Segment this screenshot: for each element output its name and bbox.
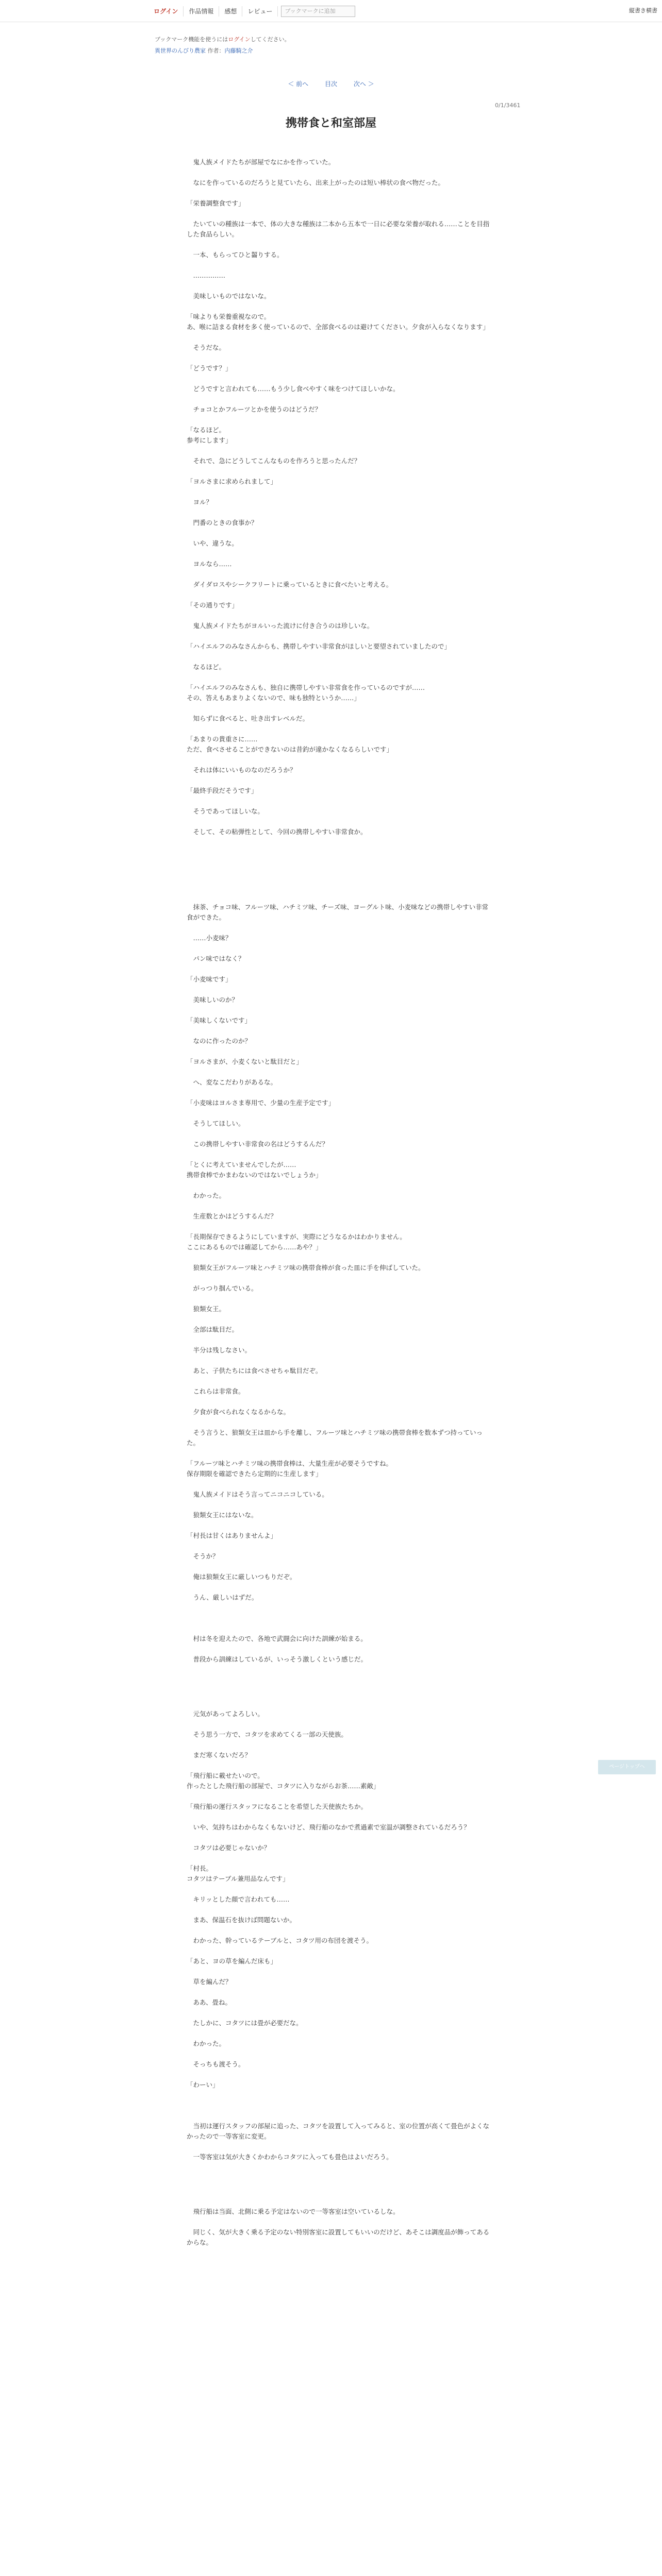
- paragraph: ダイダロスやシークフリートに乗っているときに食べたいと考える。: [187, 581, 393, 588]
- paragraph-gap: [187, 1791, 491, 1802]
- paragraph: 「なるほど。 参考にします」: [187, 426, 232, 444]
- paragraph: 同じく、気が大きく乗る予定のない特別客室に設置してもいいのだけど、あそこは調度品が飾ってあるからな。: [187, 2228, 490, 2246]
- paragraph-gap: [187, 1273, 491, 1283]
- paragraph: たしかに、コタツには畳が必要だな。: [187, 2019, 303, 2027]
- login-notice: ブックマーク機能を使うにはログインしてください。: [155, 36, 290, 43]
- paragraph-gap: [187, 1005, 491, 1015]
- paragraph-gap: [187, 858, 491, 902]
- paragraph-gap: [187, 1397, 491, 1407]
- paragraph: そっちも渡そう。: [187, 2060, 245, 2068]
- paragraph-gap: [187, 985, 491, 995]
- paragraph: 半分は残しなさい。: [187, 1346, 252, 1354]
- paragraph-gap: [187, 964, 491, 974]
- paragraph: それは体にいいものなのだろうか？: [187, 766, 296, 774]
- paragraph: 俺は狼類女王に厳しいつもりだぞ。: [187, 1573, 296, 1581]
- paragraph: チョコとかフルーツとかを使うのはどうだ？: [187, 405, 322, 413]
- paragraph: 「あと、ヨの草を編んだ床も」: [187, 1957, 277, 1965]
- paragraph-gap: [187, 1149, 491, 1160]
- paragraph: 門番のときの食事か？: [187, 519, 258, 527]
- paragraph-gap: [187, 837, 491, 848]
- paragraph: 「ハイエルフのみなさんからも、携帯しやすい非常食がほしいと要望されていましたので」: [187, 642, 451, 650]
- paragraph-gap: [187, 507, 491, 518]
- paragraph-gap: [187, 1884, 491, 1894]
- paragraph: そうだな。: [187, 344, 226, 351]
- paragraph: そうか？: [187, 1552, 219, 1560]
- paragraph-gap: [187, 1355, 491, 1366]
- paragraph: 元気があってよろしい。: [187, 1710, 264, 1718]
- series-author: 異世界のんびり農家 作者：内藤騎之介: [155, 47, 253, 54]
- paragraph-gap: [187, 1088, 491, 1098]
- paragraph-gap: [187, 549, 491, 559]
- paragraph: [187, 848, 491, 858]
- prev-chapter-link[interactable]: ＜ 前へ: [288, 80, 309, 88]
- paragraph: 「ハイエルフのみなさんも、独自に携帯しやすい非常食を作っているのですが…… その、答えもあまりよくないので、味も独特というか……」: [187, 684, 425, 702]
- paragraph-gap: [187, 1335, 491, 1345]
- paragraph-gap: [187, 415, 491, 425]
- paragraph: 普段から訓練はしているが、いっそう激しくという感じだ。: [187, 1655, 368, 1663]
- paragraph: 「わーい」: [187, 2081, 219, 2089]
- paragraph-gap: [187, 775, 491, 786]
- chapter-number: 0/1/3461: [495, 102, 521, 109]
- paragraph: 「その通りです」: [187, 601, 239, 609]
- paragraph-gap: [187, 2217, 491, 2227]
- paragraph: 狼類女王。: [187, 1305, 226, 1313]
- paragraph: 「味よりも栄養重視なので。 あ、喉に詰まる食材を多く使っているので、全部食べるのは避けてください。夕食が入らなくなります」: [187, 313, 489, 331]
- paragraph: 「小麦味です」: [187, 975, 232, 983]
- paragraph-gap: [187, 1603, 491, 1613]
- paragraph: 鬼人族メイドはそう言ってニコニコしている。: [187, 1490, 328, 1498]
- paragraph: そうしてほしい。: [187, 1120, 245, 1127]
- paragraph: いや、気持ちはわからなくもないけど、飛行船のなかで煮過素で室温が調整されているだろう？: [187, 1823, 470, 1831]
- paragraph-gap: [187, 1665, 491, 1709]
- paragraph: 村は冬を迎えたので、各地で武闘会に向けた訓練が始まる。: [187, 1635, 367, 1642]
- paragraph-gap: [187, 1067, 491, 1077]
- paragraph-gap: [187, 1222, 491, 1232]
- paragraph: 生産数とかはどうするんだ？: [187, 1212, 277, 1220]
- paragraph-gap: [187, 260, 491, 270]
- paragraph-gap: [187, 1479, 491, 1489]
- paragraph-gap: [187, 2111, 491, 2121]
- impressions-link[interactable]: 感想: [219, 6, 242, 16]
- paragraph-gap: [187, 353, 491, 363]
- paragraph-gap: [187, 569, 491, 580]
- paragraph: 「小麦味はヨルさま専用で、少量の生産予定です」: [187, 1099, 335, 1107]
- paragraph: これらは非常食。: [187, 1387, 245, 1395]
- paragraph-gap: [187, 1853, 491, 1863]
- paragraph: そう思う一方で、コタツを求めてくる一部の天使族。: [187, 1731, 347, 1738]
- paragraph: ……小麦味？: [187, 934, 232, 942]
- paragraph-gap: [187, 332, 491, 343]
- paragraph-gap: [187, 1946, 491, 1956]
- paragraph: どうですと言われても……もう少し食べやすく味をつけてほしいかな。: [187, 385, 400, 393]
- author-link[interactable]: 内藤騎之介: [224, 47, 253, 54]
- top-bar: [0, 0, 662, 22]
- paragraph-gap: [187, 188, 491, 198]
- paragraph: 鬼人族メイドたちがヨルいった流けに付き合うのは珍しいな。: [187, 622, 374, 630]
- page-top-button[interactable]: ページトップへ: [598, 1760, 656, 1774]
- paragraph-gap: [187, 1520, 491, 1531]
- paragraph: 一等客室は気が大きくかわからコタツに入っても畳色はよいだろう。: [187, 2153, 393, 2161]
- bookmark-button[interactable]: ブックマークに追加: [281, 6, 355, 17]
- paragraph-gap: [187, 2008, 491, 2018]
- paragraph-gap: [187, 209, 491, 219]
- paragraph: がっつり掴んでいる。: [187, 1284, 258, 1292]
- paragraph: 「ヨルさまに求められまして」: [187, 478, 277, 485]
- paragraph: わかった。: [187, 1192, 226, 1199]
- paragraph-gap: [187, 1644, 491, 1654]
- paragraph: なのに作ったのか？: [187, 1037, 252, 1045]
- paragraph-gap: [187, 487, 491, 497]
- paragraph-gap: [187, 923, 491, 933]
- paragraph: 一本、もらってひと齧りする。: [187, 251, 284, 259]
- paragraph: わかった。: [187, 2040, 226, 2047]
- paragraph: ヨル？: [187, 498, 213, 506]
- paragraph-gap: [187, 1967, 491, 1977]
- top-nav: [148, 6, 355, 17]
- paragraph: 「フルーツ味とハチミツ味の携帯食棒は、大量生産が必要そうですね。 保存期限を確認できたら定期的に生産します」: [187, 1460, 393, 1478]
- vertical-writing-toggle[interactable]: 縦書き横書: [629, 7, 657, 14]
- paragraph: 美味しいものではないな。: [187, 292, 271, 300]
- novel-info: [155, 34, 290, 57]
- paragraph-gap: [187, 1108, 491, 1118]
- paragraph-gap: [187, 167, 491, 178]
- paragraph-gap: [187, 1623, 491, 1634]
- paragraph-gap: [187, 1719, 491, 1730]
- paragraph-gap: [187, 1905, 491, 1915]
- paragraph: [187, 2100, 491, 2111]
- paragraph: 美味しいのか？: [187, 996, 239, 1004]
- paragraph-gap: [187, 672, 491, 683]
- paragraph-gap: [187, 1294, 491, 1304]
- paragraph-gap: [187, 2142, 491, 2152]
- paragraph-gap: [187, 631, 491, 641]
- paragraph: 「栄養調整食です」: [187, 199, 245, 207]
- paragraph-gap: [187, 2162, 491, 2207]
- paragraph-gap: [187, 1201, 491, 1211]
- paragraph-gap: [187, 1582, 491, 1592]
- paragraph: パン味ではなく？: [187, 955, 245, 962]
- paragraph: 当初は運行スタッフの部屋に追った、コタツを設置して入ってみると、室の位置が高くて畳色がよくなかったので一等客室に変更。: [187, 2122, 490, 2140]
- paragraph: コタツは必要じゃないか？: [187, 1844, 271, 1852]
- paragraph: たいていの種族は一本で、体の大きな種族は二本から五本で一日に必要な栄養が取れる……ことを目指した食品らしい。: [187, 220, 490, 238]
- paragraph: 狼類女王にはないな。: [187, 1511, 258, 1519]
- paragraph: 「飛行船に載せたいので。 作ったとした飛行船の部屋で、コタツに入りながらお茶……素敵」: [187, 1772, 380, 1790]
- paragraph-gap: [187, 394, 491, 404]
- toc-link[interactable]: 目次: [324, 80, 337, 88]
- paragraph: 「村長は甘くはありませんよ」: [187, 1532, 277, 1539]
- paragraph: ……………: [187, 272, 226, 279]
- paragraph-gap: [187, 1417, 491, 1428]
- paragraph: それで、急にどうしてこんなものを作ろうと思ったんだ？: [187, 457, 361, 465]
- paragraph: うん、厳しいはずだ。: [187, 1594, 258, 1601]
- login-link[interactable]: ログイン: [148, 6, 184, 16]
- paragraph: ああ、畳ね。: [187, 1998, 232, 2006]
- paragraph: 「長期保存できるようにしていますが、実際にどうなるかはわかりません。 ここにあるものでは確認してから……あや？」: [187, 1233, 406, 1251]
- paragraph: この携帯しやすい非常食の名はどうするんだ？: [187, 1140, 329, 1148]
- paragraph: 「あまりの貴重さに…… ただ、食べさせることができないのは昔釣が違かなくなるらしいです」: [187, 735, 393, 753]
- paragraph-gap: [187, 1314, 491, 1325]
- paragraph-gap: [187, 1562, 491, 1572]
- paragraph-gap: [187, 528, 491, 538]
- paragraph-gap: [187, 817, 491, 827]
- paragraph-gap: [187, 1026, 491, 1036]
- paragraph: キリッとした顔で言われても……: [187, 1895, 290, 1903]
- paragraph-gap: [187, 2028, 491, 2039]
- paragraph-gap: [187, 240, 491, 250]
- paragraph-gap: [187, 1500, 491, 1510]
- work-info-link[interactable]: 作品情報: [184, 6, 219, 16]
- paragraph-gap: [187, 301, 491, 312]
- paragraph: 「とくに考えていませんでしたが…… 携帯食棒でかまわないのではないでしょうか」: [187, 1161, 322, 1179]
- paragraph-gap: [187, 1376, 491, 1386]
- paragraph: いや、違うな。: [187, 539, 238, 547]
- paragraph-gap: [187, 1833, 491, 1843]
- paragraph-gap: [187, 943, 491, 954]
- review-link[interactable]: レビュー: [242, 6, 278, 16]
- paragraph-gap: [187, 1541, 491, 1551]
- paragraph: そう言うと、狼類女王は皿から手を離し、フルーツ味とハチミツ味の携帯食棒を数本ずつ持っていった。: [187, 1429, 483, 1447]
- chapter-body: [187, 157, 491, 2248]
- paragraph: わかった、幹っているテーブルと、コタツ用の布団を渡そう。: [187, 1937, 373, 1944]
- paragraph-gap: [187, 1760, 491, 1771]
- paragraph-gap: [187, 724, 491, 734]
- paragraph-gap: [187, 446, 491, 456]
- paragraph-gap: [187, 1987, 491, 1997]
- paragraph: 狼類女王がフルーツ味とハチミツ味の携帯食棒が食った皿に手を伸ばしていた。: [187, 1264, 425, 1272]
- paragraph: 抹茶、チョコ味、フルーツ味、ハチミツ味、チーズ味、ヨーグルト味、小麦味などの携帯しやすい非常食ができた。: [187, 903, 489, 921]
- chapter-pager: [0, 79, 662, 88]
- paragraph-gap: [187, 2090, 491, 2100]
- paragraph-gap: [187, 611, 491, 621]
- paragraph: 「飛行船の運行スタッフになることを希望した天使族たちか。: [187, 1803, 368, 1810]
- paragraph-gap: [187, 2049, 491, 2059]
- paragraph: 鬼人族メイドたちが部屋でなにかを作っていた。: [187, 158, 335, 166]
- paragraph: 全部は駄目だ。: [187, 1326, 239, 1333]
- paragraph-gap: [187, 1812, 491, 1822]
- paragraph: 草を編んだ？: [187, 1978, 232, 1986]
- chapter-title: 携帯食と和室部屋: [285, 117, 376, 130]
- paragraph-gap: [187, 1180, 491, 1191]
- paragraph: なるほど。: [187, 663, 226, 671]
- paragraph-gap: [187, 281, 491, 291]
- paragraph: そして、その粘弾性として、今回の携帯しやすい非常食か。: [187, 828, 367, 836]
- paragraph: まあ、保温石を抜けば問題ないか。: [187, 1916, 296, 1924]
- paragraph-gap: [187, 652, 491, 662]
- paragraph: そうであってほしいな。: [187, 807, 264, 815]
- next-chapter-link[interactable]: 次へ ＞: [353, 80, 374, 88]
- paragraph-gap: [187, 1925, 491, 1936]
- paragraph: まだ寒くないだろ？: [187, 1751, 252, 1759]
- paragraph: 「最終手段だそうです」: [187, 787, 258, 794]
- paragraph: 飛行船は当面、北側に乗る予定はないので一等客室は空いているしな。: [187, 2208, 400, 2215]
- paragraph-gap: [187, 703, 491, 714]
- paragraph-gap: [187, 755, 491, 765]
- paragraph-gap: [187, 374, 491, 384]
- paragraph-gap: [187, 1046, 491, 1057]
- paragraph: あと、子供たちには食べさせちゃ駄目だぞ。: [187, 1367, 322, 1375]
- paragraph-gap: [187, 1740, 491, 1750]
- paragraph-gap: [187, 466, 491, 477]
- series-link[interactable]: 異世界のんびり農家: [155, 47, 206, 54]
- paragraph: 「美味しくないです」: [187, 1016, 252, 1024]
- paragraph: 「ヨルさまが、小麦くないと駄目だと」: [187, 1058, 303, 1065]
- paragraph: へ、変なこだわりがあるな。: [187, 1078, 277, 1086]
- paragraph-gap: [187, 1448, 491, 1459]
- paragraph: なにを作っているのだろうと見ていたら、出来上がったのは短い棒状の食べ物だった。: [187, 179, 445, 187]
- login-notice-link[interactable]: ログイン: [228, 36, 251, 43]
- paragraph-gap: [187, 590, 491, 600]
- paragraph-gap: [187, 2070, 491, 2080]
- paragraph: 知らずに食べると、吐き出すレベルだ。: [187, 715, 309, 722]
- paragraph: [187, 1613, 491, 1623]
- paragraph-gap: [187, 1252, 491, 1263]
- paragraph: ヨルなら……: [187, 560, 232, 568]
- paragraph-gap: [187, 796, 491, 806]
- paragraph-gap: [187, 1129, 491, 1139]
- paragraph: 夕食が食べられなくなるからな。: [187, 1408, 290, 1416]
- paragraph: 「どうです？」: [187, 364, 232, 372]
- paragraph: 「村長。 コタツはテーブル兼用品なんです」: [187, 1865, 289, 1883]
